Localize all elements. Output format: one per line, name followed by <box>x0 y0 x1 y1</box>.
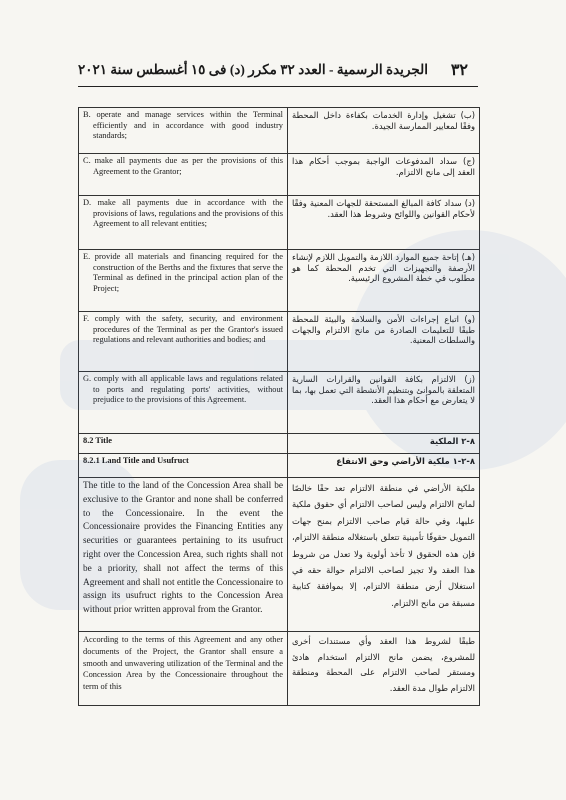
subsection-title-ar: ٨-٢-١ ملكية الأراضي وحق الانتفاع <box>288 454 480 478</box>
arabic-cell: (ج) سداد المدفوعات الواجبة بموجب أحكام هذا العقد إلى مانح الالتزام. <box>288 154 480 196</box>
table-row <box>79 372 480 434</box>
subsection-title-en: 8.2.1 Land Title and Usufruct <box>79 454 288 478</box>
english-cell: B. operate and manage services within the Terminal efficiently and in accordance with good industry standards; <box>79 108 288 154</box>
english-cell: E. provide all materials and financing required for the construction of the Berths and the fixtures that serve the Terminal as defined in the principal action plan of the Project; <box>79 250 288 312</box>
table-row <box>79 434 480 454</box>
arabic-cell: (د) سداد كافة المبالغ المستحقة للجهات المعنية وفقًا لأحكام القوانين واللوائح وشروط هذا العقد. <box>288 196 480 250</box>
arabic-cell: (ز) الالتزام بكافة القوانين والقرارات السارية المتعلقة بالموانئ وبتنظيم الأنشطة التي تعمل بها، بما لا يتعارض مع أحكام هذا العقد. <box>288 372 480 434</box>
arabic-cell: (هـ) إتاحة جميع الموارد اللازمة والتمويل اللازم لإنشاء الأرصفة والتجهيزات التي تخدم المحطة كما هو مطلوب في خطة المشروع الرئيسية. <box>288 250 480 312</box>
english-cell: According to the terms of this Agreement and any other documents of the Project, the Grantor shall ensure a smooth and unwavering utilization of the Terminal and the Concession Area by the Concessionaire throughout the term of this <box>79 632 288 706</box>
english-cell: The title to the land of the Concession Area shall be exclusive to the Grantor and none shall be conferred to the Concessionaire. In the event the Concessionaire provides the Financing Entities any securities or guarantees pertaining to its usufruct right over the Concession Area, such rights shall not be a priority, shall not affect the terms of this Agreement and shall not entitle the Concessionaire to assign its usufruct rights to the Concession Area without prior written approval from the Grantor. <box>79 478 288 632</box>
table-row <box>79 154 480 196</box>
table-row <box>79 250 480 312</box>
arabic-cell: ملكية الأراضي في منطقة الالتزام تعد حقًا خالصًا لمانح الالتزام وليس لصاحب الالتزام أي حقوق ملكية عليها، وفي حالة قيام صاحب الالتزام بمنح جهات التمويل حقوقًا تأمينية تتعلق باستغلاله منطقة الالتزام، فإن هذه الحقوق لا تأخذ أولوية ولا تعدل من شروط هذا العقد ولا تجيز لصاحب الالتزام حوالة حقه في استغلال أرض منطقة الالتزام، إلا بموافقة كتابية مسبقة من مانح الالتزام. <box>288 478 480 632</box>
header-rule <box>78 86 478 87</box>
english-cell: F. comply with the safety, security, and environment procedures of the Terminal as per the Grantor's issued regulations and relevant authorities and bodies; and <box>79 312 288 372</box>
table-row <box>79 196 480 250</box>
page-header <box>78 60 468 86</box>
english-cell: D. make all payments due in accordance with the provisions of laws, regulations and the provisions of this Agreement to all relevant entities; <box>79 196 288 250</box>
table-row <box>79 478 480 632</box>
english-cell: G. comply with all applicable laws and regulations related to ports and regulating ports' activities, without prejudice to the provisions of this Agreement. <box>79 372 288 434</box>
table-row <box>79 108 480 154</box>
table-row <box>79 454 480 478</box>
arabic-cell: (ب) تشغيل وإدارة الخدمات بكفاءة داخل المحطة وفقًا لمعايير الممارسة الجيدة. <box>288 108 480 154</box>
section-title-en: 8.2 Title <box>79 434 288 454</box>
english-cell: C. make all payments due as per the provisions of this Agreement to the Grantor; <box>79 154 288 196</box>
bilingual-table <box>78 107 480 706</box>
table-row <box>79 632 480 706</box>
gazette-title: الجريدة الرسمية - العدد ٣٢ مكرر (د) فى ١٥ أغسطس سنة ٢٠٢١ <box>78 62 428 77</box>
section-title-ar: ٨-٢ الملكية <box>288 434 480 454</box>
page-number: ٣٢ <box>450 62 468 79</box>
arabic-cell: (و) اتباع إجراءات الأمن والسلامة والبيئة للمحطة طبقًا للتعليمات الصادرة من مانح الالتزام والجهات والسلطات المعنية. <box>288 312 480 372</box>
arabic-cell: طبقًا لشروط هذا العقد وأي مستندات أخرى للمشروع، يضمن مانح الالتزام استخدام هادئ ومستقر لصاحب الالتزام على المحطة ومنطقة الالتزام طوال مدة العقد. <box>288 632 480 706</box>
table-row <box>79 312 480 372</box>
